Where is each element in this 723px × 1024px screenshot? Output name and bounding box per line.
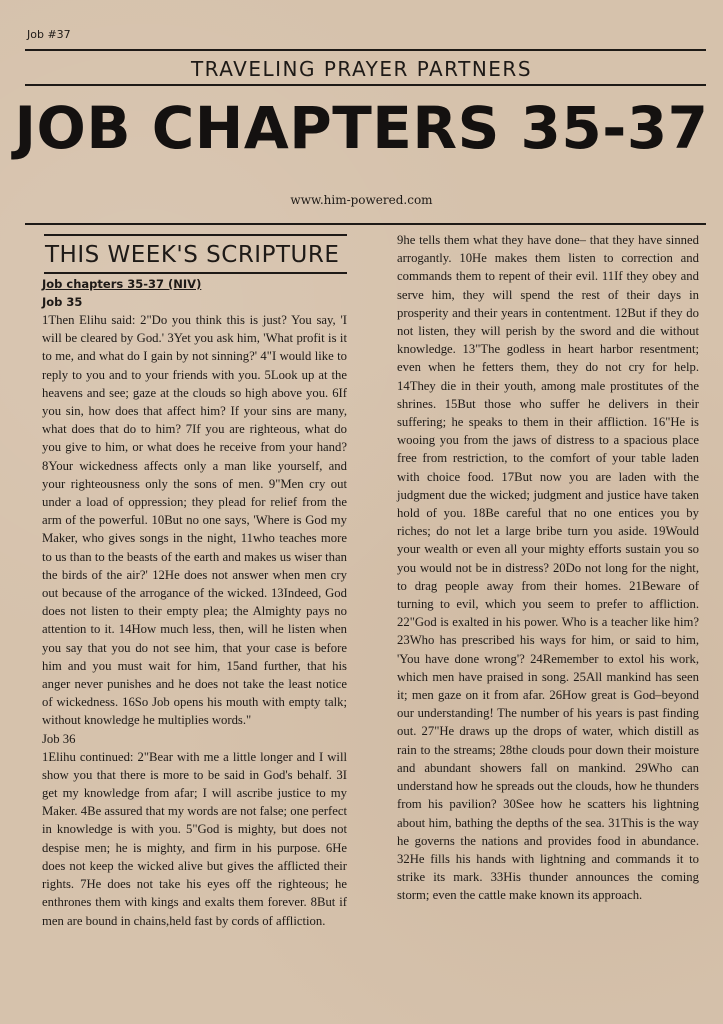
page-number: Job #37 (27, 28, 71, 41)
header-bottom-rule (25, 223, 706, 225)
top-rule (25, 49, 706, 51)
chapter-label-job-35: Job 35 (42, 295, 83, 309)
left-column (42, 275, 347, 930)
job-35-text: 1Then Elihu said: 2"Do you think this is just? You say, 'I will be cleared by God.' 3Yet you ask him, 'What profit is it to me, and what do I gain by not sinning?' 4"I would like to reply to you and to your friends with you. 5Look up at the heavens and see; gaze at the clouds so high above you. 6If you sin, how does that affect him? If your sins are many, what does that do to him? 7If you are righteous, what do you give to him, or what does he receive from your hand? 8Your wickedness affects only a man like yourself, and your righteousness only the sons of men. 9"Men cry out under a load of oppression; they plead for relief from the arm of the powerful. 10But no one says, 'Where is God my Maker, who gives songs in the night, 11who teaches more to us than to the beasts of the earth and makes us wiser than the birds of the air?' 12He does not answer when men cry out because of the arrogance of the wicked. 13Indeed, God does not listen to their empty plea; the Almighty pays no attention to it. 14How much less, then, will he listen when you say that you do not see him, that your case is before him and you must wait for him, 15and further, that his anger never punishes and he does not take the least notice of wickedness. 16So Job opens his mouth with empty talk; without knowledge he multiplies words." (42, 313, 347, 728)
section-title: THIS WEEK'S SCRIPTURE (45, 242, 340, 268)
scripture-reference-link[interactable]: Job chapters 35-37 (NIV) (42, 277, 202, 291)
section-bottom-rule (44, 272, 347, 274)
chapter-label-job-36: Job 36 (42, 731, 76, 746)
kicker-title: TRAVELING PRAYER PARTNERS (190, 57, 533, 81)
page-headline: JOB CHAPTERS 35-37 (14, 94, 709, 162)
right-column (397, 231, 699, 905)
job-36-text-left: 1Elihu continued: 2"Bear with me a little longer and I will show you that there is more to be said in God's behalf. 3I get my knowledge from afar; I will ascribe justice to my Maker. 4Be assured that my words are not false; one perfect in knowledge is with you. 5"God is mighty, but does not despise men; he is mighty, and firm in his purpose. 6He does not keep the wicked alive but gives the afflicted their rights. 7He does not take his eyes off the righteous; he enthrones them with kings and exalts them forever. 8But if men are bound in chains,held fast by cords of affliction. (42, 749, 347, 928)
kicker-rule (25, 84, 706, 86)
section-header (44, 234, 347, 274)
website-link[interactable]: www.him-powered.com (290, 193, 433, 207)
job-36-text-right: 9he tells them what they have done– that they have sinned arrogantly. 10He makes them listen to correction and commands them to repent of their evil. 11If they obey and serve him, they will spend the rest of their days in prosperity and their years in contentment. 12But if they do not listen, they will perish by the sword and die without knowledge. 13"The godless in heart harbor resentment; even when he fetters them, they do not cry for help. 14They die in their youth, among male prostitutes of the shrines. 15But those who suffer he delivers in their suffering; he speaks to them in their affliction. 16"He is wooing you from the jaws of distress to a spacious place free from restriction, to the comfort of your table laden with choice food. 17But now you are laden with the judgment due the wicked; judgment and justice have taken hold of you. 18Be careful that no one entices you by riches; do not let a large bribe turn you aside. 19Would your wealth or even all your mighty efforts sustain you so you would not be in distress? 20Do not long for the night, to drag people away from their homes. 21Beware of turning to evil, which you seem to prefer to affliction. 22"God is exalted in his power. Who is a teacher like him? 23Who has prescribed his ways for him, or said to him, 'You have done wrong'? 24Remember to extol his work, which men have praised in song. 25All mankind has seen it; men gaze on it from afar. 26How great is God–beyond our understanding! The number of his years is past finding out. 27"He draws up the drops of water, which distill as rain to the streams; 28the clouds pour down their moisture and abundant showers fall on mankind. 29Who can understand how he spreads out the clouds, how he thunders from his pavilion? 30See how he scatters his lightning about him, bathing the depths of the sea. 31This is the way he governs the nations and provides food in abundance. 32He fills his hands with lightning and commands it to strike its mark. 33His thunder announces the coming storm; even the cattle make known its approach. (397, 233, 699, 903)
